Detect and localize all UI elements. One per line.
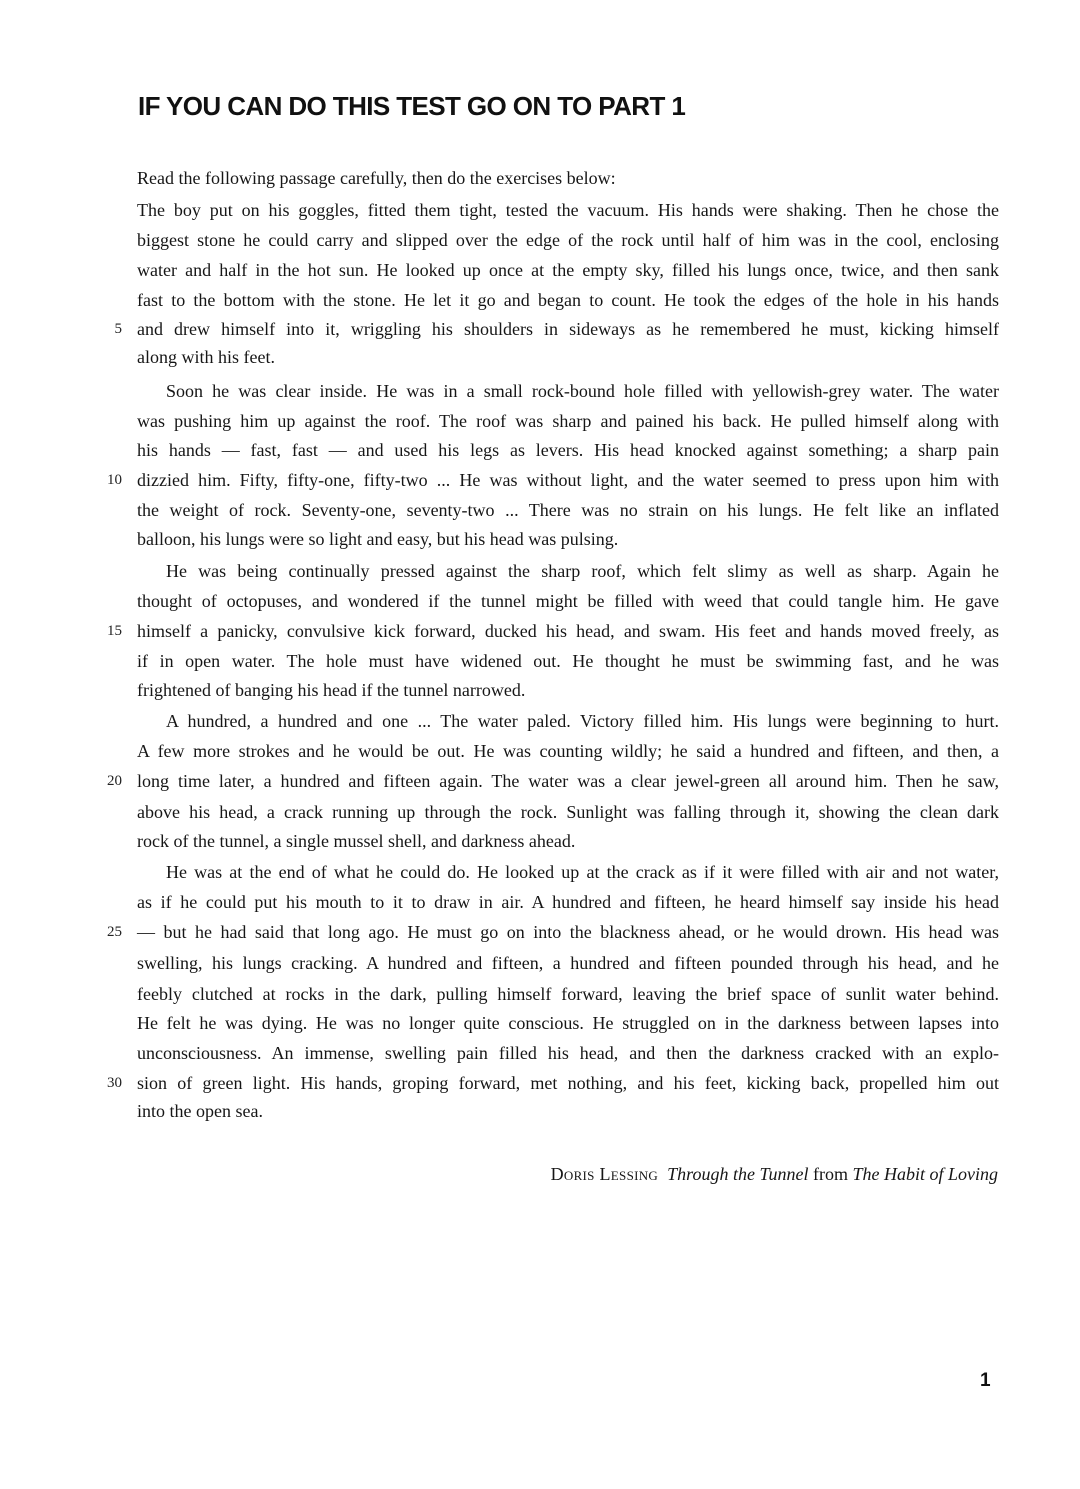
passage-line-17: frightened of banging his head if the tunnel narrowed. xyxy=(137,680,526,700)
passage-line-28: He felt he was dying. He was no longer quite conscious. He struggled on in the darkness between lapses into xyxy=(137,1013,999,1033)
passage-line-6: along with his feet. xyxy=(137,347,275,367)
passage-line-21: above his head, a crack running up through the rock. Sunlight was falling through it, showing the clean dark xyxy=(137,802,999,822)
passage-line-19: A few more strokes and he would be out. He was counting wildly; he said a hundred and fifteen, and then, a xyxy=(137,741,999,761)
passage-line-27: feebly clutched at rocks in the dark, pulling himself forward, leaving the brief space of sunlit water behind. xyxy=(137,984,999,1004)
instruction-text: Read the following passage carefully, then do the exercises below: xyxy=(137,168,616,188)
book-title: The Habit of Loving xyxy=(852,1164,998,1184)
passage-line-30: sion of green light. His hands, groping forward, met nothing, and his feet, kicking back, propelled him out xyxy=(137,1073,999,1093)
passage-line-1: The boy put on his goggles, fitted them tight, tested the vacuum. His hands were shaking. Then he chose the xyxy=(137,200,999,220)
page-number: 1 xyxy=(980,1370,991,1391)
passage-line-15: himself a panicky, convulsive kick forward, ducked his head, and swam. His feet and hands moved freely, as xyxy=(137,621,999,641)
passage-line-3: water and half in the hot sun. He looked up once at the empty sky, filled his lungs once, twice, and then sank xyxy=(137,260,999,280)
passage-line-4: fast to the bottom with the stone. He let it go and began to count. He took the edges of the hole in his hands xyxy=(137,290,999,310)
line-number-25: 25 xyxy=(107,924,122,940)
line-number-10: 10 xyxy=(107,472,122,488)
passage-line-16: if in open water. The hole must have widened out. He thought he must be swimming fast, and he was xyxy=(137,651,999,671)
line-number-30: 30 xyxy=(107,1075,122,1091)
line-number-5: 5 xyxy=(114,321,122,337)
passage-line-26: swelling, his lungs cracking. A hundred and fifteen, a hundred and fifteen pounded through his head, and he xyxy=(137,953,999,973)
passage-line-23: He was at the end of what he could do. He looked up at the crack as if it were filled with air and not water, xyxy=(166,862,999,882)
passage-line-25: — but he had said that long ago. He must go on into the blackness ahead, or he would drown. His head was xyxy=(137,922,999,942)
line-number-20: 20 xyxy=(107,773,122,789)
page-heading: IF YOU CAN DO THIS TEST GO ON TO PART 1 xyxy=(138,91,686,121)
passage-line-14: thought of octopuses, and wondered if the tunnel might be filled with weed that could tangle him. He gave xyxy=(137,591,999,611)
passage-line-2: biggest stone he could carry and slipped over the edge of the rock until half of him was in the cool, enclosing xyxy=(137,230,999,250)
passage-line-20: long time later, a hundred and fifteen again. The water was a clear jewel-green all around him. Then he saw, xyxy=(137,771,999,791)
story-title: Through the Tunnel xyxy=(667,1164,809,1184)
source-attribution xyxy=(551,1163,998,1185)
line-number-15: 15 xyxy=(107,623,122,639)
author-name: Doris Lessing xyxy=(550,1164,659,1184)
attribution-connector: from xyxy=(812,1164,848,1184)
passage-line-7: Soon he was clear inside. He was in a small rock-bound hole filled with yellowish-grey water. The water xyxy=(166,381,999,401)
passage-line-29: unconsciousness. An immense, swelling pain filled his head, and then the darkness cracked with an explo- xyxy=(137,1043,999,1063)
passage-line-18: A hundred, a hundred and one ... The water paled. Victory filled him. His lungs were beginning to hurt. xyxy=(166,711,999,731)
passage-line-10: dizzied him. Fifty, fifty-one, fifty-two ... He was without light, and the water seemed to press upon him with xyxy=(137,470,999,490)
passage-line-8: was pushing him up against the roof. The roof was sharp and pained his back. He pulled himself along with xyxy=(137,411,999,431)
passage-line-24: as if he could put his mouth to it to draw in air. A hundred and fifteen, he heard himself say inside his head xyxy=(137,892,999,912)
passage-line-22: rock of the tunnel, a single mussel shell, and darkness ahead. xyxy=(137,831,576,851)
passage-line-11: the weight of rock. Seventy-one, seventy-two ... There was no strain on his lungs. He felt like an inflated xyxy=(137,500,999,520)
passage-line-12: balloon, his lungs were so light and easy, but his head was pulsing. xyxy=(137,529,619,549)
passage-line-9: his hands — fast, fast — and used his legs as levers. His head knocked against something; a sharp pain xyxy=(137,440,999,460)
passage-line-13: He was being continually pressed against the sharp roof, which felt slimy as well as sharp. Again he xyxy=(166,561,999,581)
passage-line-5: and drew himself into it, wriggling his shoulders in sideways as he remembered he must, kicking himself xyxy=(137,319,999,339)
passage-line-31: into the open sea. xyxy=(137,1101,263,1121)
